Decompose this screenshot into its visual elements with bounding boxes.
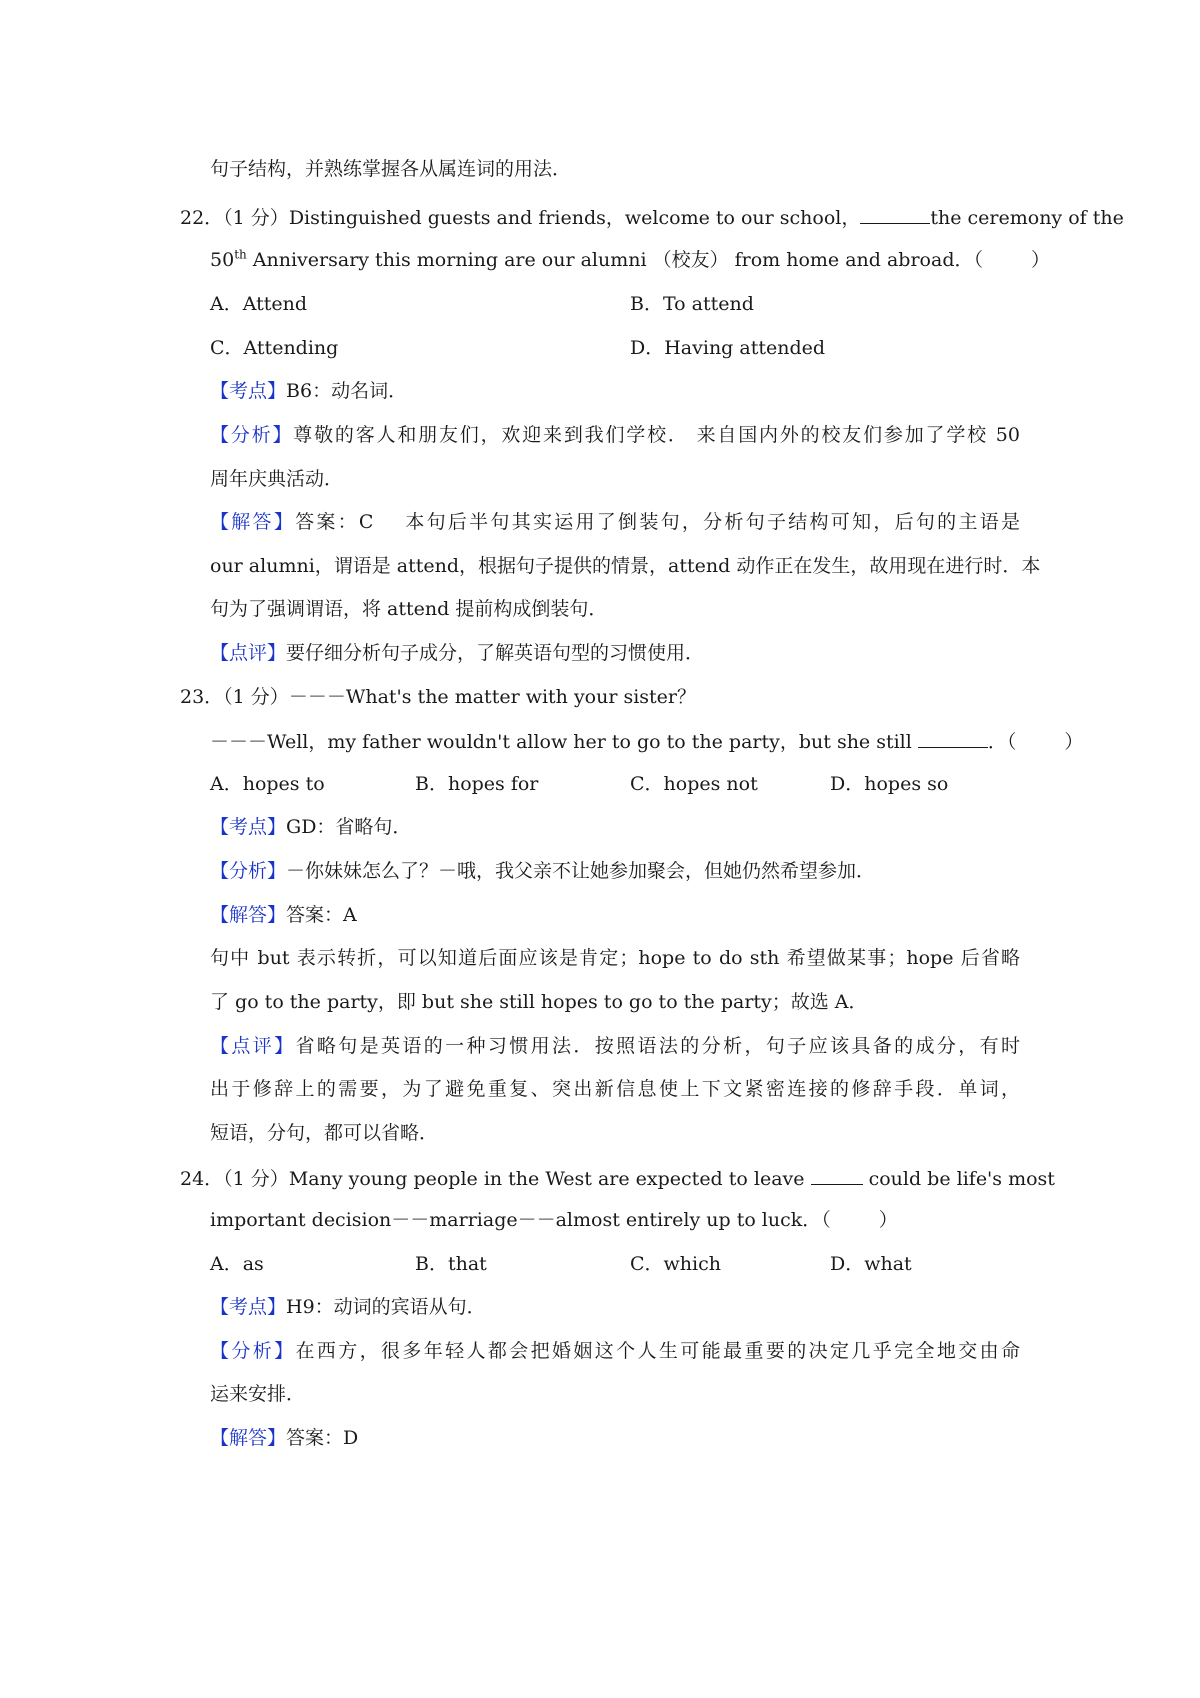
- q22-jieda-line3: 句为了强调谓语，将 attend 提前构成倒装句．: [210, 598, 608, 620]
- q24-number: 24．（1 分）: [180, 1168, 289, 1190]
- q24-stem-line1: [180, 1160, 1055, 1194]
- q22-fenxi-line2: 周年庆典活动．: [210, 468, 344, 490]
- q24-jieda-text: 答案：D: [286, 1427, 359, 1449]
- q22-stem-text-a: Distinguished guests and friends，welcome to our school，: [288, 207, 861, 229]
- q23-stem-text-c: ．（: [987, 731, 1017, 753]
- q24-kaodian-text: H9：动词的宾语从句．: [286, 1296, 486, 1318]
- q22-option-d: D．Having attended: [630, 337, 826, 359]
- q24-option-a: A．as: [210, 1253, 264, 1275]
- q24-jieda: [210, 1421, 1020, 1455]
- q23-option-b: B．hopes for: [415, 773, 539, 795]
- q22-answer-blank: [860, 199, 930, 224]
- q23-explain-line1: 句中 but 表示转折，可以知道后面应该是肯定；hope to do sth 希望做某事；hope 后省略: [210, 947, 1020, 969]
- q22-stem-text-c: Anniversary this morning are our alumni （校友） from home and abroad．（: [246, 249, 983, 271]
- q24-option-d: D．what: [830, 1253, 912, 1275]
- q22-stem-sup: th: [234, 247, 247, 262]
- q23-option-d: D．hopes so: [830, 773, 949, 795]
- q23-stem-line2: [210, 723, 1084, 757]
- q23-answer-blank: [918, 723, 988, 748]
- q22-fenxi-text1: 尊敬的客人和朋友们，欢迎来到我们学校． 来自国内外的校友们参加了学校 50: [293, 424, 1020, 446]
- q23-jieda-text: 答案：A: [286, 904, 357, 926]
- q22-fenxi-line1: [210, 418, 1020, 452]
- fenxi-tag: 【分析】: [210, 860, 287, 882]
- q22-stem-line2: [210, 243, 1050, 277]
- q23-dianping-line1: [210, 1029, 1020, 1063]
- q22-dianping-text: 要仔细分析句子成分，了解英语句型的习惯使用．: [286, 642, 705, 664]
- q23-kaodian: [210, 810, 1020, 844]
- q24-stem-line2: [210, 1203, 1020, 1237]
- q22-option-b: B．To attend: [630, 293, 754, 315]
- dianping-tag: 【点评】: [210, 1035, 296, 1057]
- q22-kaodian-text: B6：动名词．: [286, 380, 408, 402]
- q23-fenxi: [210, 854, 1020, 888]
- q23-stem-text-b: －－－Well，my father wouldn't allow her to go to the party，but she still: [210, 731, 918, 753]
- kaodian-tag: 【考点】: [210, 380, 287, 402]
- q22-stem-line1: [180, 199, 1124, 233]
- q23-explain-line2: 了 go to the party，即 but she still hopes to go to the party；故选 A．: [210, 991, 868, 1013]
- q23-jieda: [210, 898, 1020, 932]
- q22-option-c: C．Attending: [210, 337, 339, 359]
- q22-jieda-line1: [210, 505, 1020, 539]
- fenxi-tag: 【分析】: [210, 424, 294, 446]
- q22-stem-close: ）: [1030, 249, 1050, 271]
- fenxi-tag: 【分析】: [210, 1340, 296, 1362]
- q24-answer-blank: [811, 1160, 863, 1185]
- q23-number: 23．（1 分）: [180, 686, 289, 708]
- jieda-tag: 【解答】: [210, 1427, 287, 1449]
- q23-kaodian-text: GD：省略句．: [286, 816, 412, 838]
- q24-stem-text-a: Many young people in the West are expected to leave: [288, 1168, 811, 1190]
- q23-stem-text-a: －－－What's the matter with your sister？: [288, 686, 697, 708]
- q24-option-b: B．that: [415, 1253, 487, 1275]
- q24-stem-text-c: important decision－－marriage－－almost entirely up to luck．（: [210, 1209, 831, 1231]
- q23-option-a: A．hopes to: [210, 773, 325, 795]
- q24-stem-close: ）: [878, 1209, 898, 1231]
- q22-jieda-text1: 答案：C 本句后半句其实运用了倒装句，分析句子结构可知，后句的主语是: [295, 511, 1020, 533]
- q24-fenxi-text1: 在西方，很多年轻人都会把婚姻这个人生可能最重要的决定几乎完全地交由命: [295, 1340, 1020, 1362]
- kaodian-tag: 【考点】: [210, 1296, 287, 1318]
- q22-dianping: [210, 636, 1020, 670]
- dianping-tag: 【点评】: [210, 642, 287, 664]
- kaodian-tag: 【考点】: [210, 816, 287, 838]
- q24-fenxi-line2: 运来安排．: [210, 1383, 306, 1405]
- jieda-tag: 【解答】: [210, 511, 296, 533]
- q24-stem-text-b: could be life's most: [862, 1168, 1055, 1190]
- continuation-text: 句子结构，并熟练掌握各从属连词的用法．: [210, 158, 572, 180]
- q23-dianping-line3: 短语，分句，都可以省略．: [210, 1122, 439, 1144]
- q24-kaodian: [210, 1290, 1020, 1324]
- q22-stem-text-b: the ceremony of the: [930, 207, 1124, 229]
- q23-stem-close: ）: [1064, 731, 1084, 753]
- q24-option-c: C．which: [630, 1253, 721, 1275]
- q22-stem-50: 50: [210, 249, 235, 271]
- jieda-tag: 【解答】: [210, 904, 287, 926]
- q22-option-a: A．Attend: [210, 293, 308, 315]
- q22-kaodian: [210, 374, 1020, 408]
- q23-stem-line1: [180, 680, 1020, 714]
- q23-dianping-line2: 出于修辞上的需要，为了避免重复、突出新信息使上下文紧密连接的修辞手段．单词，: [210, 1078, 1020, 1100]
- q22-number: 22．（1 分）: [180, 207, 289, 229]
- q23-option-c: C．hopes not: [630, 773, 758, 795]
- q24-fenxi-line1: [210, 1334, 1020, 1368]
- q22-jieda-line2: our alumni，谓语是 attend，根据句子提供的情景，attend 动作正在发生，故用现在进行时．本: [210, 555, 1041, 577]
- q23-dianping-text1: 省略句是英语的一种习惯用法．按照语法的分析，句子应该具备的成分，有时: [295, 1035, 1020, 1057]
- q23-fenxi-text: －你妹妹怎么了？－哦，我父亲不让她参加聚会，但她仍然希望参加．: [286, 860, 876, 882]
